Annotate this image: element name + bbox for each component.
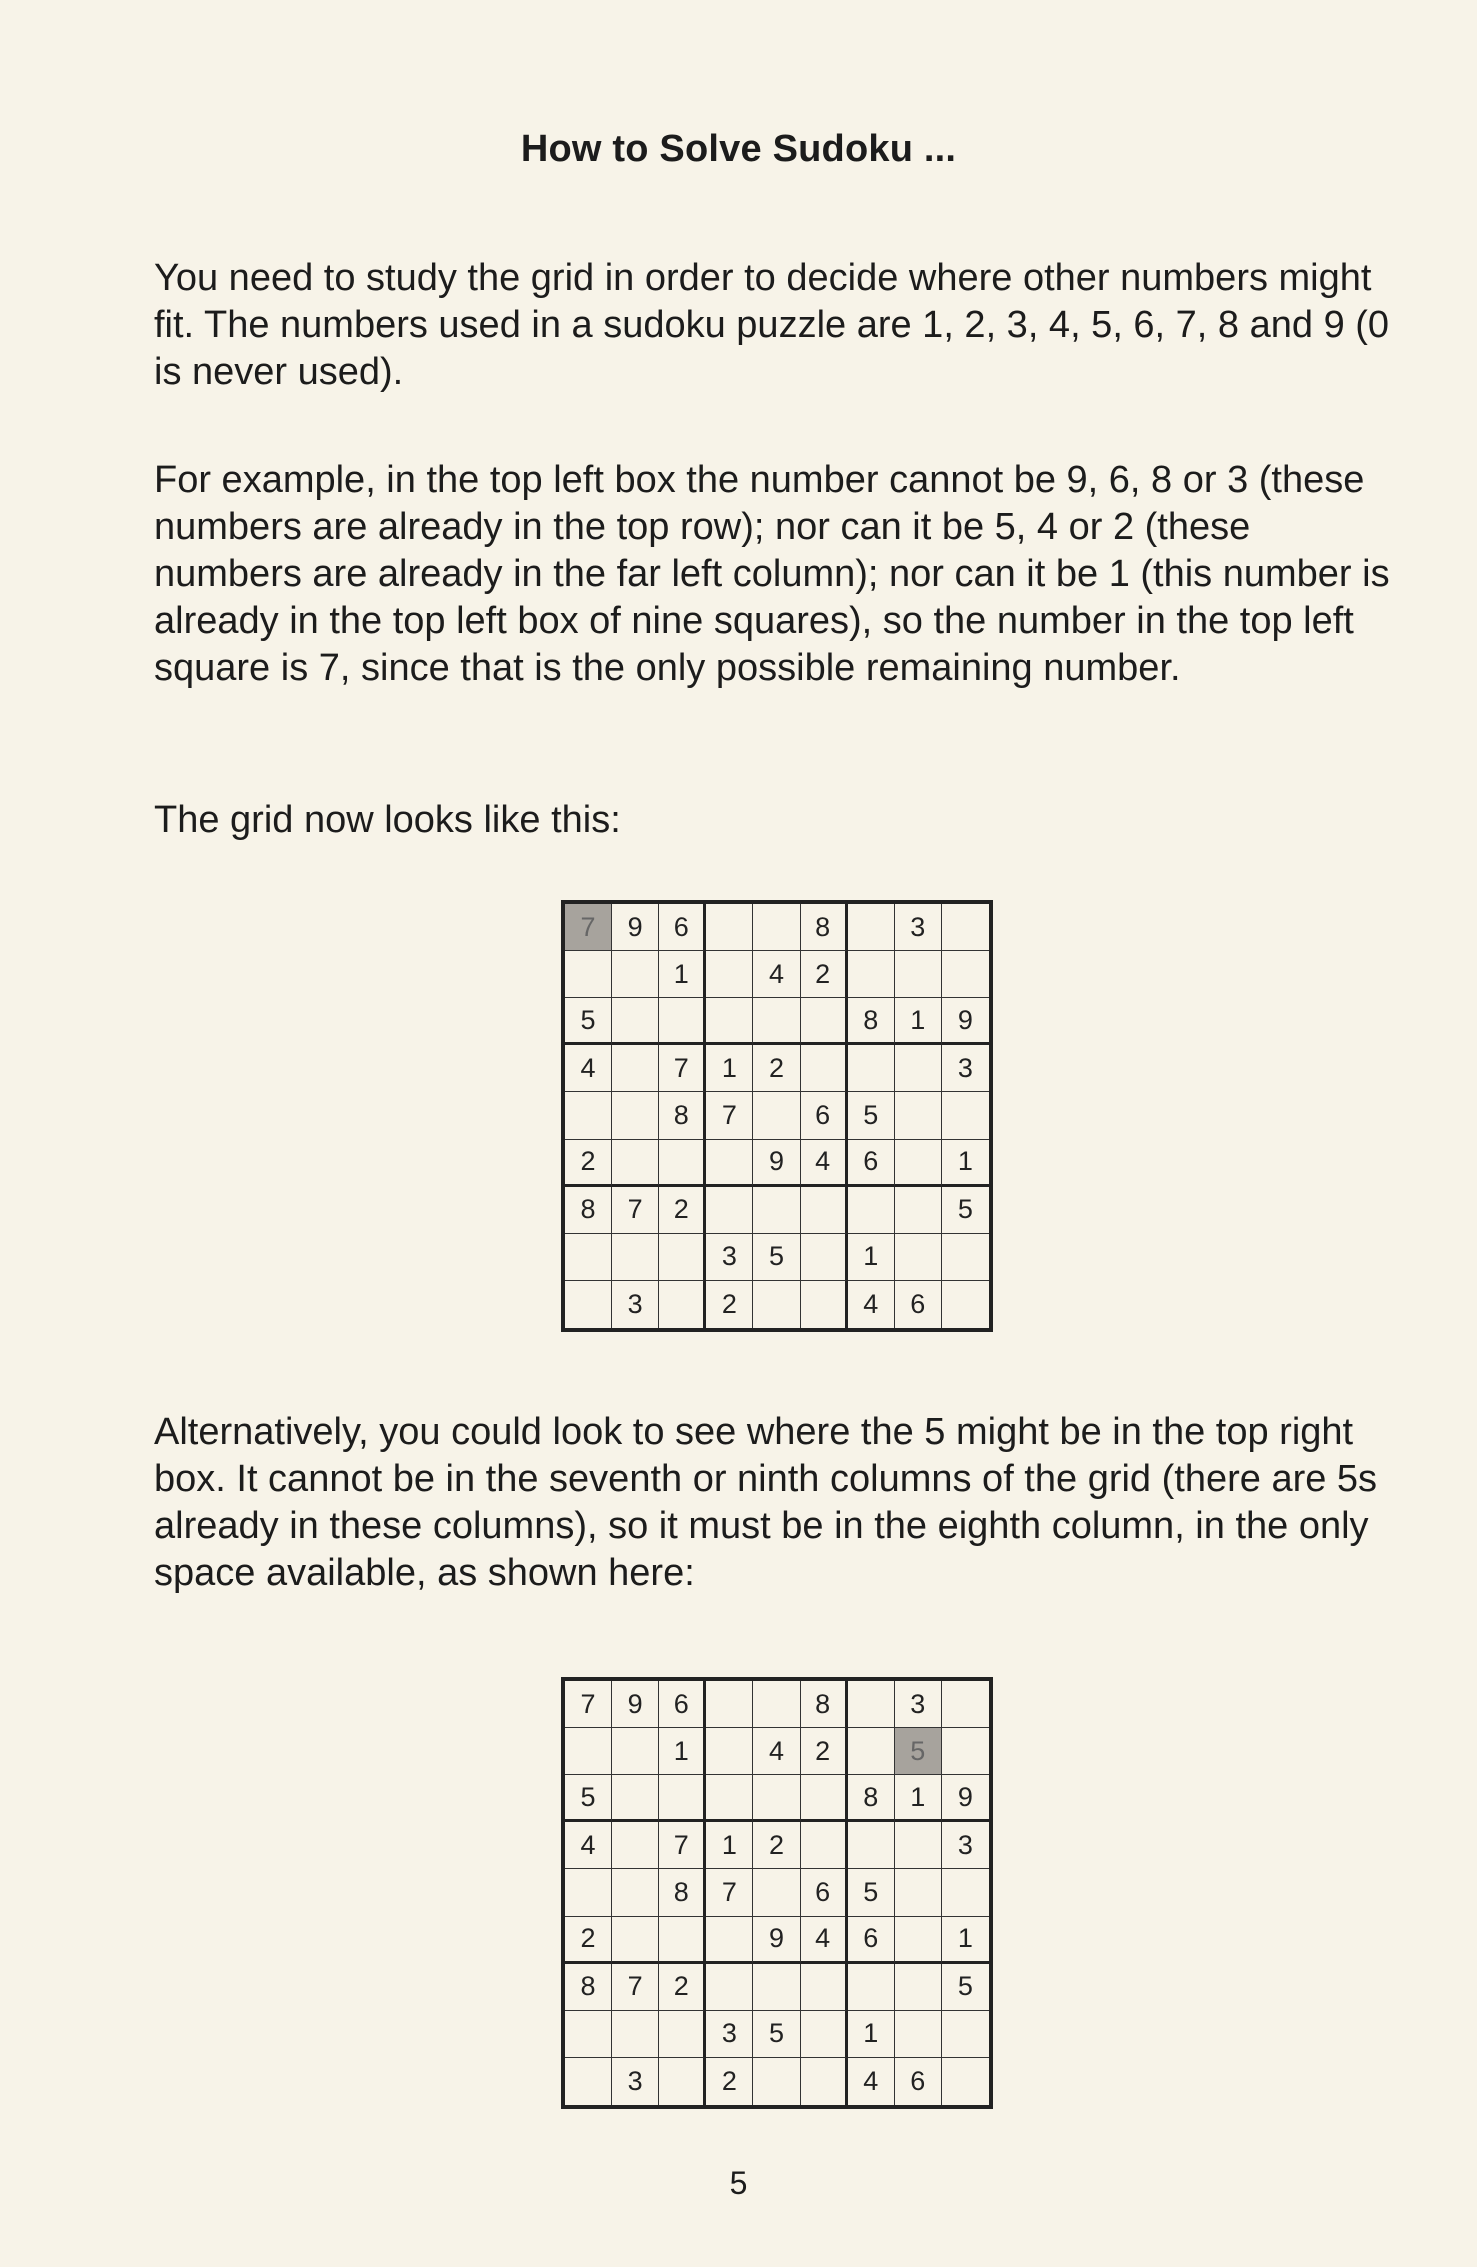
- grid-cell-r6-c1: 2: [565, 1140, 612, 1187]
- grid-cell-r4-c6: [801, 1822, 848, 1869]
- grid-cell-r1-c1: 7: [565, 1681, 612, 1728]
- grid-cell-r7-c6: [801, 1964, 848, 2011]
- grid-cell-r5-c7: 5: [848, 1869, 895, 1916]
- grid-cell-r1-c1: 7: [565, 904, 612, 951]
- grid-cell-r1-c2: 9: [612, 1681, 659, 1728]
- grid-cell-r5-c6: 6: [801, 1092, 848, 1139]
- grid-cell-r3-c9: 9: [942, 998, 989, 1045]
- grid-cell-r7-c6: [801, 1187, 848, 1234]
- grid-cell-r3-c4: [706, 1775, 753, 1822]
- grid-cell-r2-c9: [942, 1728, 989, 1775]
- grid-cell-r1-c7: [848, 904, 895, 951]
- grid-cell-r7-c3: 2: [659, 1964, 706, 2011]
- grid-cell-r8-c8: [895, 2011, 942, 2058]
- grid-cell-r1-c8: 3: [895, 1681, 942, 1728]
- grid-cell-r8-c9: [942, 1234, 989, 1281]
- example-paragraph: For example, in the top left box the number cannot be 9, 6, 8 or 3 (these numbers are already in the top row); nor can it be 5, 4 or 2 (these numbers are already in the far left column); nor can it be 1 (this number is already in the top left box of nine squares), so the number in the top left square is 7, since that is the only possible remaining number.: [154, 459, 1390, 689]
- grid-cell-r5-c3: 8: [659, 1092, 706, 1139]
- grid-cell-r9-c6: [801, 2058, 848, 2105]
- grid-cell-r7-c9: 5: [942, 1187, 989, 1234]
- grid-cell-r7-c7: [848, 1187, 895, 1234]
- grid-cell-r5-c6: 6: [801, 1869, 848, 1916]
- grid-cell-r2-c5: 4: [753, 951, 800, 998]
- grid-cell-r3-c7: 8: [848, 1775, 895, 1822]
- grid-cell-r9-c5: [753, 2058, 800, 2105]
- grid-cell-r9-c7: 4: [848, 1281, 895, 1328]
- grid-cell-r9-c3: [659, 1281, 706, 1328]
- grid-cell-r3-c9: 9: [942, 1775, 989, 1822]
- grid-cell-r2-c5: 4: [753, 1728, 800, 1775]
- grid-cell-r8-c6: [801, 2011, 848, 2058]
- grid-cell-r2-c4: [706, 1728, 753, 1775]
- grid-cell-r3-c3: [659, 1775, 706, 1822]
- grid-cell-r8-c7: 1: [848, 1234, 895, 1281]
- grid-cell-r7-c8: [895, 1964, 942, 2011]
- grid-cell-r5-c9: [942, 1869, 989, 1916]
- grid-cell-r5-c5: [753, 1869, 800, 1916]
- grid-cell-r2-c2: [612, 951, 659, 998]
- grid-cell-r3-c5: [753, 1775, 800, 1822]
- grid-cell-r9-c6: [801, 1281, 848, 1328]
- grid-cell-r2-c3: 1: [659, 1728, 706, 1775]
- grid-cell-r4-c8: [895, 1045, 942, 1092]
- grid-cell-r9-c8: 6: [895, 1281, 942, 1328]
- grid-cell-r3-c1: 5: [565, 998, 612, 1045]
- grid-cell-r7-c1: 8: [565, 1964, 612, 2011]
- grid-cell-r6-c1: 2: [565, 1917, 612, 1964]
- grid-cell-r8-c4: 3: [706, 1234, 753, 1281]
- grid-cell-r8-c1: [565, 1234, 612, 1281]
- grid-cell-r2-c6: 2: [801, 1728, 848, 1775]
- grid-cell-r5-c4: 7: [706, 1092, 753, 1139]
- grid-cell-r1-c6: 8: [801, 904, 848, 951]
- grid-cell-r6-c7: 6: [848, 1917, 895, 1964]
- grid-cell-r8-c2: [612, 1234, 659, 1281]
- page-number: 5: [729, 2165, 748, 2201]
- grid-cell-r3-c1: 5: [565, 1775, 612, 1822]
- grid-cell-r4-c8: [895, 1822, 942, 1869]
- grid-cell-r6-c3: [659, 1917, 706, 1964]
- intro-paragraph: You need to study the grid in order to decide where other numbers might fit. The numbers used in a sudoku puzzle are 1, 2, 3, 4, 5, 6, 7, 8 and 9 (0 is never used).: [154, 257, 1390, 393]
- grid-cell-r8-c1: [565, 2011, 612, 2058]
- grid-cell-r4-c7: [848, 1045, 895, 1092]
- grid-cell-r6-c8: [895, 1140, 942, 1187]
- grid-cell-r6-c3: [659, 1140, 706, 1187]
- grid-cell-r9-c3: [659, 2058, 706, 2105]
- grid-cell-r2-c1: [565, 1728, 612, 1775]
- sudoku-grid-step-1: [561, 900, 993, 1332]
- grid-cell-r4-c1: 4: [565, 1045, 612, 1092]
- grid-cell-r2-c3: 1: [659, 951, 706, 998]
- grid-cell-r4-c7: [848, 1822, 895, 1869]
- grid-cell-r9-c2: 3: [612, 2058, 659, 2105]
- grid-cell-r4-c6: [801, 1045, 848, 1092]
- grid-cell-r5-c1: [565, 1869, 612, 1916]
- grid-cell-r1-c9: [942, 904, 989, 951]
- grid-cell-r4-c3: 7: [659, 1822, 706, 1869]
- page-title: How to Solve Sudoku ...: [520, 128, 957, 170]
- grid-cell-r8-c3: [659, 1234, 706, 1281]
- sudoku-grid-step-2: [561, 1677, 993, 2109]
- grid-cell-r9-c9: [942, 1281, 989, 1328]
- grid-cell-r7-c7: [848, 1964, 895, 2011]
- grid-cell-r2-c8: 5: [895, 1728, 942, 1775]
- grid-cell-r5-c8: [895, 1869, 942, 1916]
- grid-cell-r8-c5: 5: [753, 1234, 800, 1281]
- grid-cell-r6-c6: 4: [801, 1140, 848, 1187]
- grid-cell-r8-c7: 1: [848, 2011, 895, 2058]
- grid-cell-r6-c2: [612, 1917, 659, 1964]
- grid-cell-r7-c8: [895, 1187, 942, 1234]
- grid-cell-r7-c5: [753, 1187, 800, 1234]
- grid-cell-r1-c4: [706, 1681, 753, 1728]
- grid-cell-r7-c4: [706, 1187, 753, 1234]
- grid-cell-r4-c1: 4: [565, 1822, 612, 1869]
- grid-cell-r2-c4: [706, 951, 753, 998]
- grid-cell-r3-c8: 1: [895, 1775, 942, 1822]
- grid-cell-r5-c1: [565, 1092, 612, 1139]
- grid-cell-r4-c5: 2: [753, 1822, 800, 1869]
- grid-cell-r6-c9: 1: [942, 1917, 989, 1964]
- grid-cell-r4-c9: 3: [942, 1822, 989, 1869]
- grid-cell-r1-c5: [753, 1681, 800, 1728]
- grid-cell-r1-c3: 6: [659, 904, 706, 951]
- grid-cell-r5-c3: 8: [659, 1869, 706, 1916]
- grid-cell-r6-c8: [895, 1917, 942, 1964]
- grid-cell-r5-c2: [612, 1869, 659, 1916]
- grid-cell-r7-c2: 7: [612, 1964, 659, 2011]
- grid-cell-r1-c5: [753, 904, 800, 951]
- grid-cell-r1-c3: 6: [659, 1681, 706, 1728]
- grid-cell-r4-c2: [612, 1822, 659, 1869]
- grid-cell-r6-c4: [706, 1140, 753, 1187]
- grid-cell-r4-c2: [612, 1045, 659, 1092]
- grid-cell-r2-c1: [565, 951, 612, 998]
- grid-cell-r6-c6: 4: [801, 1917, 848, 1964]
- grid-caption: The grid now looks like this:: [154, 799, 621, 841]
- grid-cell-r6-c5: 9: [753, 1917, 800, 1964]
- grid-cell-r3-c5: [753, 998, 800, 1045]
- grid-cell-r5-c7: 5: [848, 1092, 895, 1139]
- grid-cell-r4-c5: 2: [753, 1045, 800, 1092]
- grid-cell-r1-c2: 9: [612, 904, 659, 951]
- grid-cell-r1-c7: [848, 1681, 895, 1728]
- grid-cell-r3-c8: 1: [895, 998, 942, 1045]
- grid-cell-r8-c8: [895, 1234, 942, 1281]
- grid-cell-r1-c6: 8: [801, 1681, 848, 1728]
- grid-cell-r8-c2: [612, 2011, 659, 2058]
- grid-cell-r9-c1: [565, 2058, 612, 2105]
- grid-cell-r5-c8: [895, 1092, 942, 1139]
- grid-cell-r4-c4: 1: [706, 1822, 753, 1869]
- grid-cell-r6-c9: 1: [942, 1140, 989, 1187]
- grid-cell-r9-c8: 6: [895, 2058, 942, 2105]
- grid-cell-r7-c5: [753, 1964, 800, 2011]
- grid-cell-r4-c3: 7: [659, 1045, 706, 1092]
- grid-cell-r8-c9: [942, 2011, 989, 2058]
- grid-cell-r7-c1: 8: [565, 1187, 612, 1234]
- grid-cell-r5-c9: [942, 1092, 989, 1139]
- grid-cell-r8-c4: 3: [706, 2011, 753, 2058]
- grid-cell-r4-c4: 1: [706, 1045, 753, 1092]
- grid-cell-r9-c4: 2: [706, 1281, 753, 1328]
- grid-cell-r1-c8: 3: [895, 904, 942, 951]
- grid-cell-r2-c2: [612, 1728, 659, 1775]
- grid-cell-r6-c5: 9: [753, 1140, 800, 1187]
- grid-cell-r9-c2: 3: [612, 1281, 659, 1328]
- grid-cell-r5-c5: [753, 1092, 800, 1139]
- grid-cell-r1-c4: [706, 904, 753, 951]
- grid-cell-r2-c8: [895, 951, 942, 998]
- grid-cell-r6-c2: [612, 1140, 659, 1187]
- grid-cell-r2-c9: [942, 951, 989, 998]
- grid-cell-r9-c1: [565, 1281, 612, 1328]
- grid-cell-r2-c7: [848, 1728, 895, 1775]
- grid-cell-r3-c2: [612, 998, 659, 1045]
- grid-cell-r8-c5: 5: [753, 2011, 800, 2058]
- grid-cell-r7-c2: 7: [612, 1187, 659, 1234]
- grid-cell-r3-c7: 8: [848, 998, 895, 1045]
- grid-cell-r7-c3: 2: [659, 1187, 706, 1234]
- grid-cell-r8-c3: [659, 2011, 706, 2058]
- grid-cell-r3-c3: [659, 998, 706, 1045]
- grid-cell-r7-c4: [706, 1964, 753, 2011]
- grid-cell-r9-c9: [942, 2058, 989, 2105]
- grid-cell-r3-c4: [706, 998, 753, 1045]
- grid-cell-r1-c9: [942, 1681, 989, 1728]
- grid-cell-r7-c9: 5: [942, 1964, 989, 2011]
- grid-cell-r3-c6: [801, 998, 848, 1045]
- grid-cell-r2-c7: [848, 951, 895, 998]
- grid-cell-r9-c7: 4: [848, 2058, 895, 2105]
- grid-cell-r5-c2: [612, 1092, 659, 1139]
- grid-cell-r4-c9: 3: [942, 1045, 989, 1092]
- grid-cell-r8-c6: [801, 1234, 848, 1281]
- grid-cell-r6-c4: [706, 1917, 753, 1964]
- grid-cell-r9-c4: 2: [706, 2058, 753, 2105]
- grid-cell-r2-c6: 2: [801, 951, 848, 998]
- alternative-paragraph: Alternatively, you could look to see where the 5 might be in the top right box. It cannot be in the seventh or ninth columns of the grid (there are 5s already in these columns), so it must be in the eighth column, in the only space available, as shown here:: [154, 1411, 1378, 1594]
- grid-cell-r6-c7: 6: [848, 1140, 895, 1187]
- grid-cell-r5-c4: 7: [706, 1869, 753, 1916]
- grid-cell-r9-c5: [753, 1281, 800, 1328]
- grid-cell-r3-c2: [612, 1775, 659, 1822]
- grid-cell-r3-c6: [801, 1775, 848, 1822]
